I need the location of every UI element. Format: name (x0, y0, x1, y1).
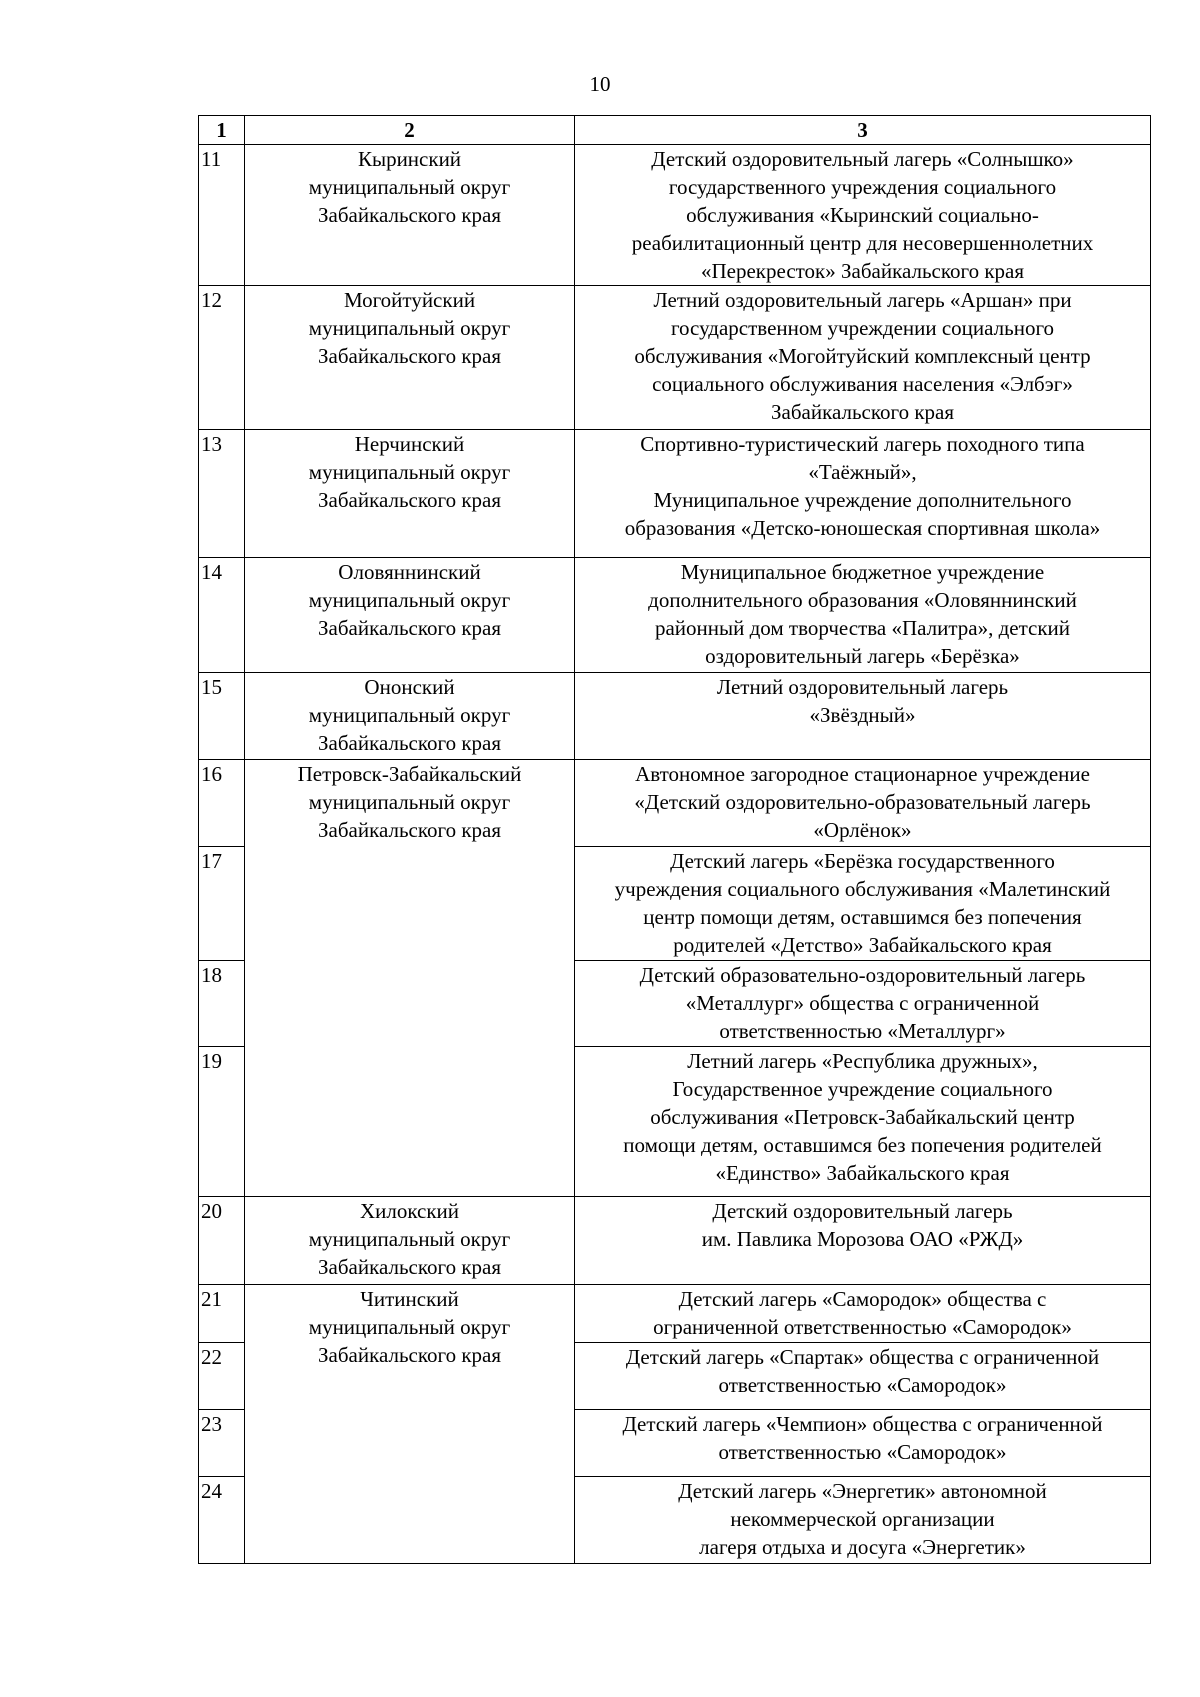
district-cell: Петровск-Забайкальский муниципальный округ Забайкальского края (245, 760, 575, 1197)
district-cell: Кыринский муниципальный округ Забайкальского края (245, 145, 575, 286)
camp-cell: Летний лагерь «Республика дружных», Государственное учреждение социального обслуживания «Петровск-Забайкальский центр помощи детям, оставшимся без попечения родителей «Единство» Забайкальского края (575, 1047, 1151, 1197)
district-cell: Ононский муниципальный округ Забайкальского края (245, 673, 575, 760)
column-header-1: 1 (199, 116, 245, 145)
camp-cell: Летний оздоровительный лагерь «Звёздный» (575, 673, 1151, 760)
row-number: 20 (199, 1197, 245, 1285)
camp-cell: Детский оздоровительный лагерь им. Павлика Морозова ОАО «РЖД» (575, 1197, 1151, 1285)
row-number: 15 (199, 673, 245, 760)
column-header-3: 3 (575, 116, 1151, 145)
table-row (199, 145, 1151, 286)
row-number: 14 (199, 558, 245, 673)
row-number: 17 (199, 847, 245, 961)
row-number: 23 (199, 1410, 245, 1477)
row-number: 18 (199, 961, 245, 1047)
row-number: 24 (199, 1477, 245, 1564)
row-number: 16 (199, 760, 245, 847)
table-header-row (199, 116, 1151, 145)
page-number: 10 (589, 72, 611, 96)
column-header-2: 2 (245, 116, 575, 145)
row-number: 13 (199, 430, 245, 558)
camp-cell: Детский лагерь «Спартак» общества с ограниченной ответственностью «Самородок» (575, 1343, 1151, 1410)
table-row (199, 1197, 1151, 1285)
table-row (199, 1285, 1151, 1343)
district-cell: Хилокский муниципальный округ Забайкальского края (245, 1197, 575, 1285)
district-cell: Нерчинский муниципальный округ Забайкальского края (245, 430, 575, 558)
row-number: 22 (199, 1343, 245, 1410)
district-cell: Читинский муниципальный округ Забайкальского края (245, 1285, 575, 1564)
camp-cell: Детский лагерь «Энергетик» автономной некоммерческой организации лагеря отдыха и досуга «Энергетик» (575, 1477, 1151, 1564)
district-cell: Оловяннинский муниципальный округ Забайкальского края (245, 558, 575, 673)
camp-cell: Муниципальное бюджетное учреждение дополнительного образования «Оловяннинский районный дом творчества «Палитра», детский оздоровительный лагерь «Берёзка» (575, 558, 1151, 673)
camps-table (198, 115, 1151, 1564)
table-row (199, 673, 1151, 760)
camp-cell: Летний оздоровительный лагерь «Аршан» при государственном учреждении социального обслуживания «Могойтуйский комплексный центр социального обслуживания населения «Элбэг» Забайкальского края (575, 286, 1151, 430)
camp-cell: Спортивно-туристический лагерь походного типа «Таёжный», Муниципальное учреждение дополнительного образования «Детско-юношеская спортивная школа» (575, 430, 1151, 558)
camp-cell: Детский образовательно-оздоровительный лагерь «Металлург» общества с ограниченной ответственностью «Металлург» (575, 961, 1151, 1047)
row-number: 21 (199, 1285, 245, 1343)
camp-cell: Детский лагерь «Самородок» общества с ограниченной ответственностью «Самородок» (575, 1285, 1151, 1343)
camp-cell: Детский лагерь «Берёзка государственного учреждения социального обслуживания «Малетинский центр помощи детям, оставшимся без попечения родителей «Детство» Забайкальского края (575, 847, 1151, 961)
table-row (199, 430, 1151, 558)
camp-cell: Детский лагерь «Чемпион» общества с ограниченной ответственностью «Самородок» (575, 1410, 1151, 1477)
camp-cell: Детский оздоровительный лагерь «Солнышко» государственного учреждения социального обслуживания «Кыринский социально- реабилитационный центр для несовершеннолетних «Перекресток» Забайкальского края (575, 145, 1151, 286)
row-number: 12 (199, 286, 245, 430)
district-cell: Могойтуйский муниципальный округ Забайкальского края (245, 286, 575, 430)
table-row (199, 558, 1151, 673)
camp-cell: Автономное загородное стационарное учреждение «Детский оздоровительно-образовательный лагерь «Орлёнок» (575, 760, 1151, 847)
row-number: 11 (199, 145, 245, 286)
table-row (199, 286, 1151, 430)
table-row (199, 760, 1151, 847)
row-number: 19 (199, 1047, 245, 1197)
